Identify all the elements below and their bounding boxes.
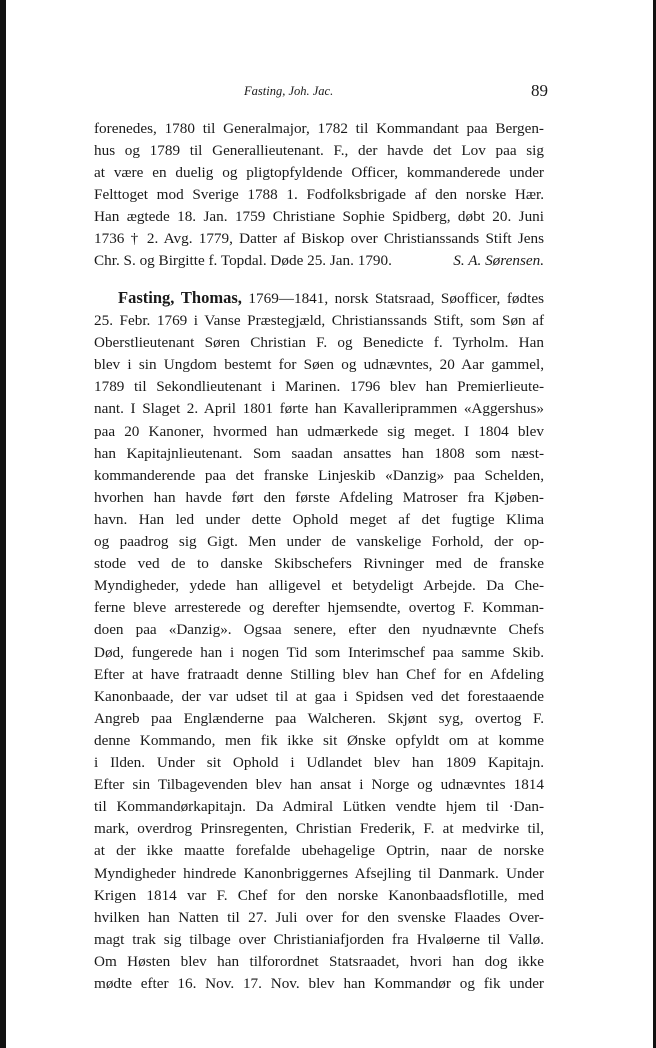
entry2-line: mark, overdrog Prinsregenten, Christian Frederik, F. at medvirke til, — [94, 820, 544, 838]
entry2-line: doen paa «Danzig». Ogsaa senere, efter den nyudnævnte Chefs — [94, 621, 544, 639]
entry2-line: paa 20 Kanoner, hvormed han udmærkede sig meget. I 1804 blev — [94, 422, 544, 440]
entry2-line: han Kapitajnlieutenant. Som saadan ansattes han 1808 som næst- — [94, 444, 544, 462]
entry2-line: 25. Febr. 1769 i Vanse Præstegjæld, Christianssands Stift, som Søn af — [94, 312, 544, 329]
author-signature: S. A. Sørensen. — [453, 252, 544, 269]
entry2-line: i Ilden. Under sit Ophold i Udlandet blev han 1809 Kapitajn. — [94, 754, 544, 771]
entry2-line: Myndigheder hindrede Kanonbriggernes Afsejling til Danmark. Under — [94, 864, 544, 882]
entry2-headword: Fasting, Thomas, — [118, 288, 242, 307]
entry2-line: Angreb paa Englænderne paa Walcheren. Skjønt syg, overtog F. — [94, 709, 544, 727]
entry2-first-line-rest: 1769—1841, norsk Statsraad, Søofficer, fødtes — [241, 290, 544, 307]
running-head: Fasting, Joh. Jac. — [244, 84, 334, 98]
entry2-line: og paadrog sig Gigt. Men under de vanskelige Forhold, der op- — [94, 533, 544, 550]
entry1-last-line-text: Chr. S. og Birgitte f. Topdal. Døde 25. Jan. 1790. — [94, 252, 392, 269]
entry2-line: Krigen 1814 var F. Chef for den norske Kanonbaadsflotille, med — [94, 886, 544, 904]
entry2-line: havn. Han led under dette Ophold meget af det fugtige Klima — [94, 510, 544, 528]
entry2-line: hvilken han Natten til 27. Juli over for den svenske Flaades Over- — [94, 908, 544, 926]
entry2-line: ferne bleve arresterede og derefter hjemsendte, overtog F. Komman- — [94, 599, 544, 617]
entry2-line: at der ikke maatte forefalde ubehagelige Optrin, naar de norske — [94, 842, 544, 860]
entry2-line: Efter at have fratraadt denne Stilling blev han Chef for en Afdeling — [94, 665, 544, 683]
entry2-line: til Kommandørkapitajn. Da Admiral Lütken vendte hjem til ·Dan- — [94, 798, 544, 816]
entry2-line: mødte efter 16. Nov. 17. Nov. blev han Kommandør og fik under — [94, 975, 544, 992]
entry2-line: 1789 til Sekondlieutenant i Marinen. 1796 blev han Premierlieute- — [94, 378, 544, 396]
entry2-line: Død, fungerede han i nogen Tid som Interimschef paa samme Skib. — [94, 643, 544, 661]
page-number: 89 — [531, 81, 548, 100]
entry1-line: at være en duelig og pligtopfyldende Officer, kommanderede under — [94, 164, 544, 181]
entry1-line: hus og 1789 til Generallieutenant. F., der havde det Lov paa sig — [94, 142, 544, 159]
entry2-line: denne Kommando, men fik ikke sit Ønske opfyldt om at komme — [94, 731, 544, 749]
entry2-line: blev i sin Ungdom bestemt for Søen og udnævntes, 20 Aar gammel, — [94, 356, 544, 374]
entry1-line: forenedes, 1780 til Generalmajor, 1782 til Kommandant paa Bergen- — [94, 120, 544, 137]
entry2-line: Efter sin Tilbagevenden blev han ansat i Norge og udnævntes 1814 — [94, 776, 544, 794]
entry2-line: magt trak sig tilbage over Christianiafjorden fra Hvaløerne til Vallø. — [94, 930, 544, 948]
entry2-first-line — [118, 287, 544, 309]
entry1-line: Han ægtede 18. Jan. 1759 Christiane Sophie Spidberg, døbt 20. Juni — [94, 208, 544, 225]
entry2-line: hvorhen han havde ført den første Afdeling Matroser fra Kjøben- — [94, 488, 544, 506]
entry2-line: nant. I Slaget 2. April 1801 førte han Kavalleriprammen «Aggershus» — [94, 400, 544, 418]
entry2-line: Om Høsten blev han tilforordnet Statsraadet, hvori han dog ikke — [94, 952, 544, 970]
scan-edge-left — [0, 0, 6, 1048]
entry2-line: Kanonbaade, der var udset til at gaa i Spidsen ved det forestaaende — [94, 687, 544, 705]
entry2-line: Myndigheder, ydede han alligevel et betydeligt Arbejde. Da Che- — [94, 577, 544, 595]
entry2-line: Oberstlieutenant Søren Christian F. og Benedicte f. Tyrholm. Han — [94, 334, 544, 352]
entry1-line: 1736 † 2. Avg. 1779, Datter af Biskop over Christianssands Stift Jens — [94, 230, 544, 247]
entry1-line: Felttoget mod Sverige 1788 1. Fodfolksbrigade af den norske Hær. — [94, 186, 544, 203]
entry2-line: stode ved de to danske Skibschefers Rivninger med de franske — [94, 555, 544, 573]
entry1-last-line — [94, 250, 544, 272]
entry2-line: kommanderende paa det franske Linjeskib «Danzig» paa Schelden, — [94, 466, 544, 484]
